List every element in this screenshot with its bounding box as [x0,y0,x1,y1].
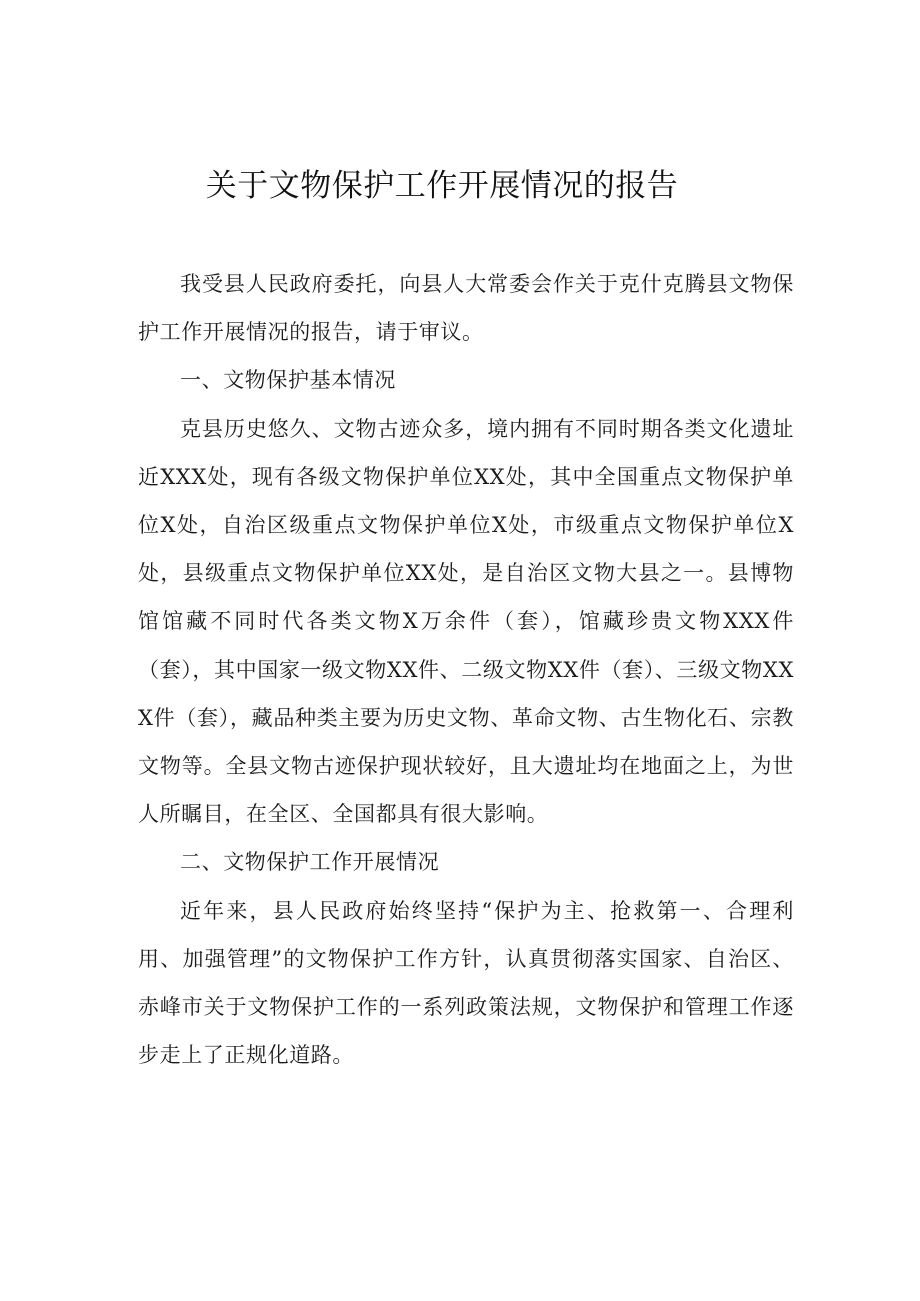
intro-paragraph: 我受县人民政府委托，向县人大常委会作关于克什克腾县文物保护工作开展情况的报告，请于审议。 [138,272,794,345]
document-body [138,260,794,1079]
basic-situation-paragraph: 克县历史悠久、文物古迹众多，境内拥有不同时期各类文化遗址近XXX处，现有各级文物保护单位XX处，其中全国重点文物保护单位X处，自治区级重点文物保护单位X处，市级重点文物保护单位X处，县级重点文物保护单位XX处，是自治区文物大县之一。县博物馆馆藏不同时代各类文物X万余件（套），馆藏珍贵文物XXX件（套），其中国家一级文物XX件、二级文物XX件（套）、三级文物XXX件（套），藏品种类主要为历史文物、革命文物、古生物化石、宗教文物等。全县文物古迹保护现状较好，且大遗址均在地面之上，为世人所瞩目，在全区、全国都具有很大影响。 [138,416,794,827]
work-progress-paragraph: 近年来，县人民政府始终坚持“保护为主、抢救第一、合理利用、加强管理”的文物保护工作方针，认真贯彻落实国家、自治区、赤峰市关于文物保护工作的一系列政策法规，文物保护和管理工作逐步走上了正规化道路。 [138,898,794,1068]
section-heading-basic-situation: 一、文物保护基本情况 [180,368,396,393]
document-title: 关于文物保护工作开展情况的报告 [205,168,679,204]
section-heading-work-progress: 二、文物保护工作开展情况 [180,850,440,875]
